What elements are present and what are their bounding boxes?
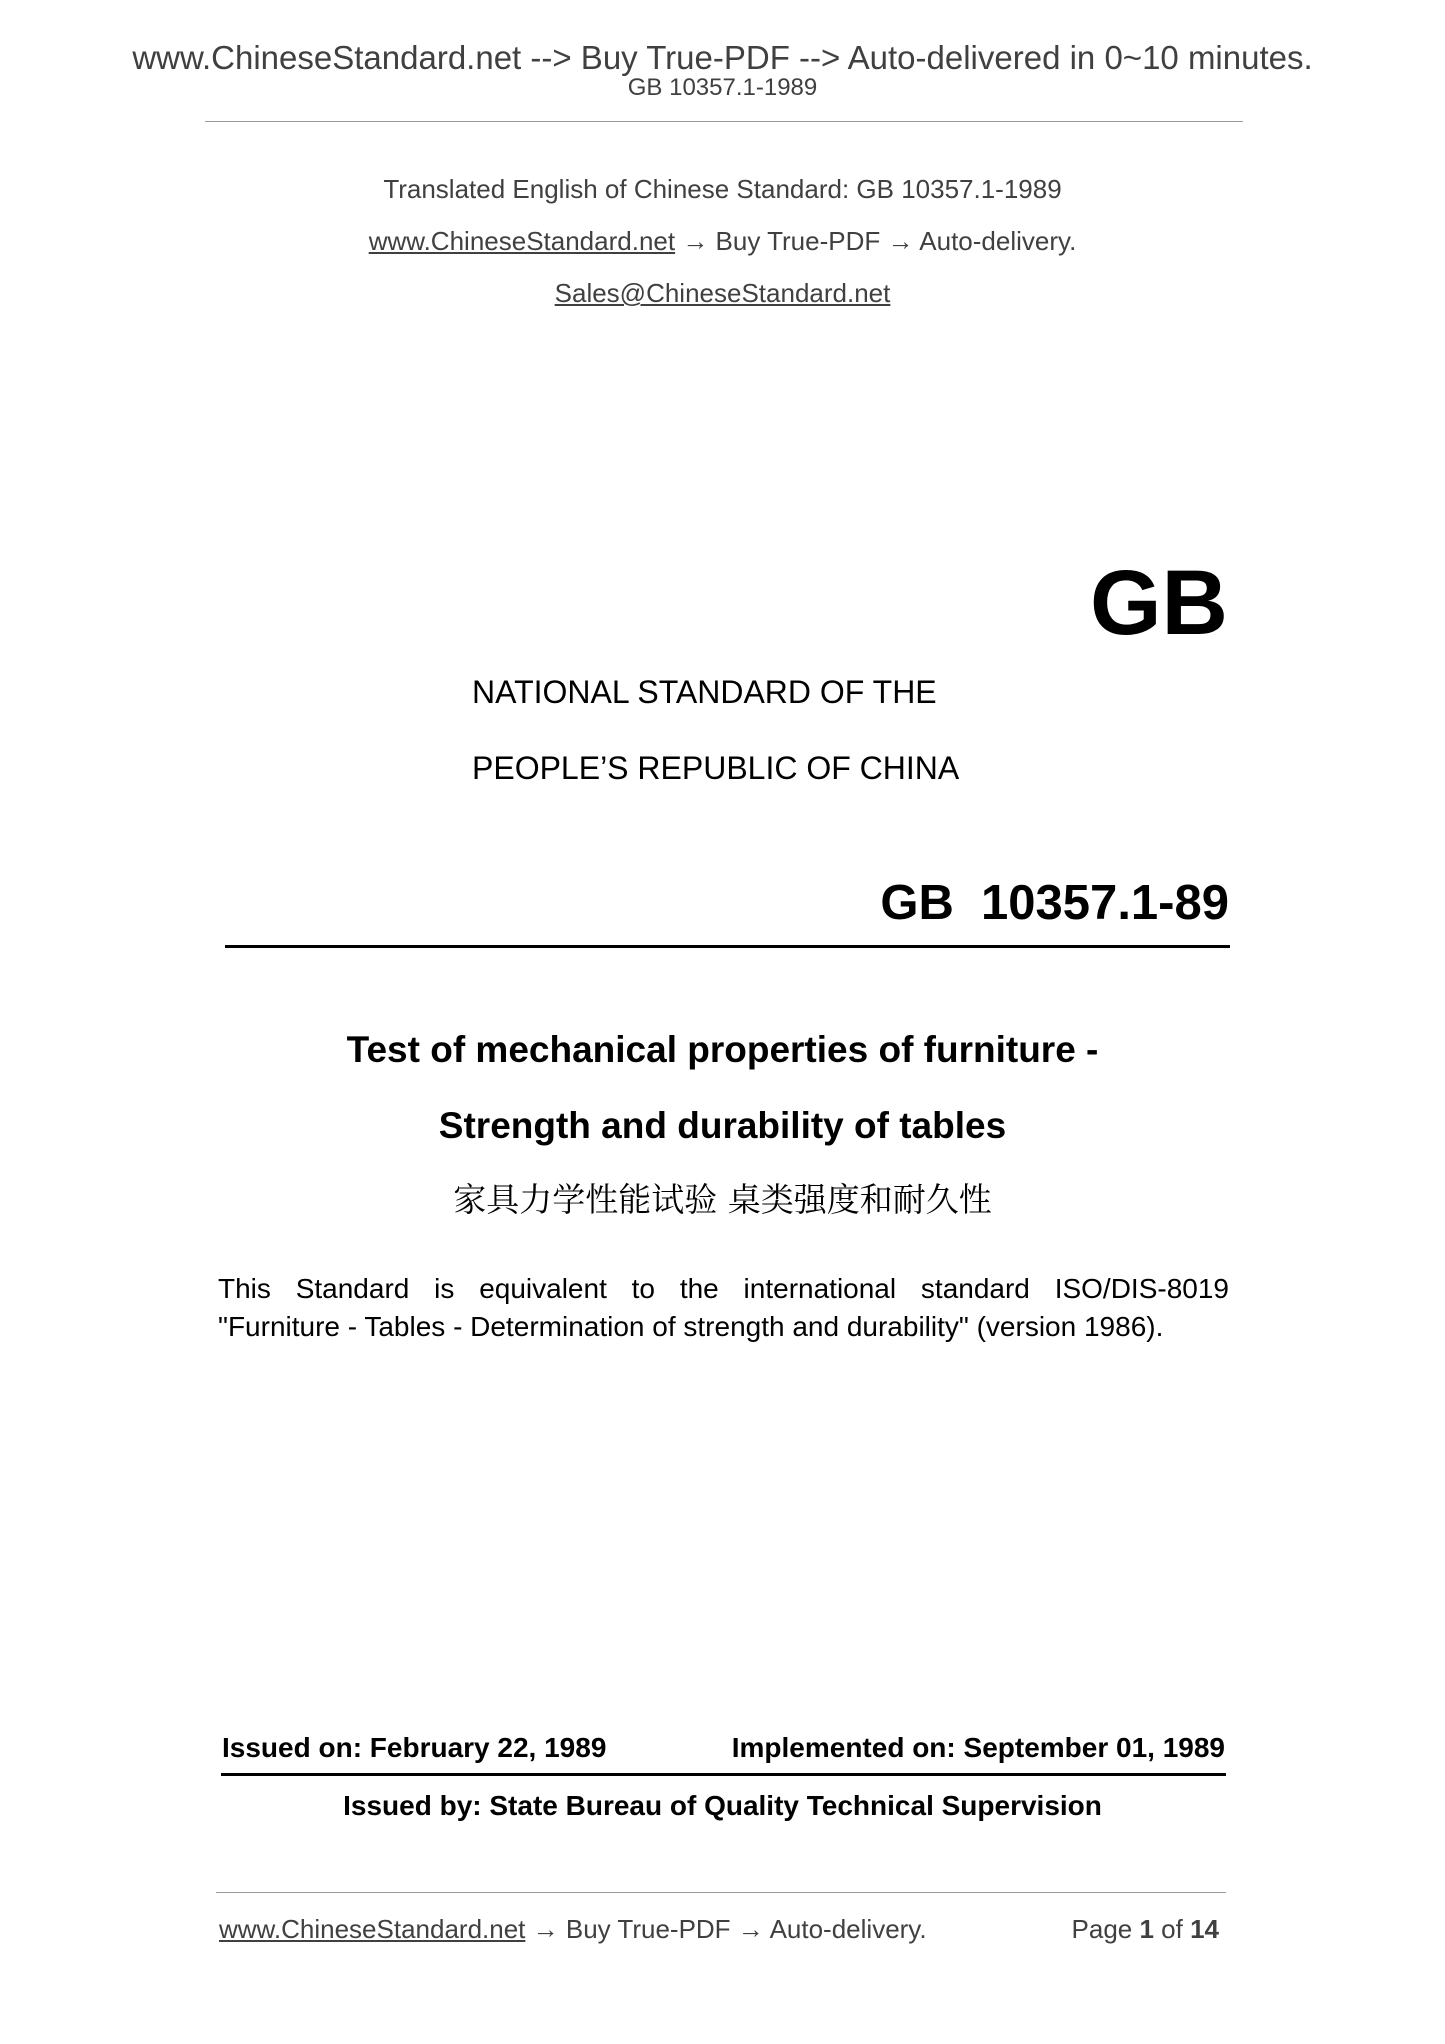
issuing-authority: Issued by: State Bureau of Quality Technical Supervision [343, 1790, 1102, 1821]
delivery-text: → Buy True-PDF → Auto-delivery. [675, 226, 1077, 256]
equivalence-line2: "Furniture - Tables - Determination of strength and durability" (version 1986). [218, 1311, 1164, 1342]
site-link[interactable]: www.ChineseStandard.net [368, 226, 676, 256]
standard-code-divider [225, 945, 1230, 948]
top-banner: www.ChineseStandard.net --> Buy True-PDF --> Auto-delivered in 0~10 minutes. [132, 39, 1313, 76]
dates-divider [221, 1773, 1226, 1776]
email-line [0, 277, 1445, 309]
page-label: Page [1071, 1914, 1140, 1944]
translated-notice: Translated English of Chinese Standard: GB 10357.1-1989 [383, 174, 1062, 204]
header-doc-code: GB 10357.1-1989 [627, 74, 818, 101]
header-divider [205, 121, 1243, 122]
footer-divider [216, 1892, 1226, 1893]
gb-mark: GB [1090, 552, 1228, 654]
standard-code: GB 10357.1-89 [880, 876, 1229, 930]
page-indicator [1072, 1912, 1219, 1946]
title-line1: Test of mechanical properties of furniture - [346, 1029, 1099, 1070]
equivalence-statement [218, 1270, 1229, 1346]
delivery-line [0, 225, 1445, 257]
issued-on-date: Issued on: February 22, 1989 [222, 1732, 607, 1763]
footer-delivery-text: → Buy True-PDF → Auto-delivery. [525, 1914, 927, 1944]
national-standard-line1: NATIONAL STANDARD OF THE [472, 674, 937, 710]
of-label: of [1153, 1914, 1191, 1944]
national-standard-line2: PEOPLE’S REPUBLIC OF CHINA [472, 750, 960, 786]
title-chinese: 家具力学性能试验 桌类强度和耐久性 [453, 1180, 992, 1219]
footer-delivery-line [219, 1912, 927, 1946]
sales-email-link[interactable]: Sales@ChineseStandard.net [554, 278, 891, 308]
page-total: 14 [1190, 1914, 1219, 1944]
title-line2: Strength and durability of tables [438, 1105, 1007, 1146]
equivalence-line1: This Standard is equivalent to the international standard ISO/DIS-8019 [218, 1273, 1229, 1304]
page-number: 1 [1139, 1914, 1154, 1944]
footer-site-link[interactable]: www.ChineseStandard.net [219, 1914, 526, 1944]
implemented-on-date: Implemented on: September 01, 1989 [731, 1732, 1225, 1763]
